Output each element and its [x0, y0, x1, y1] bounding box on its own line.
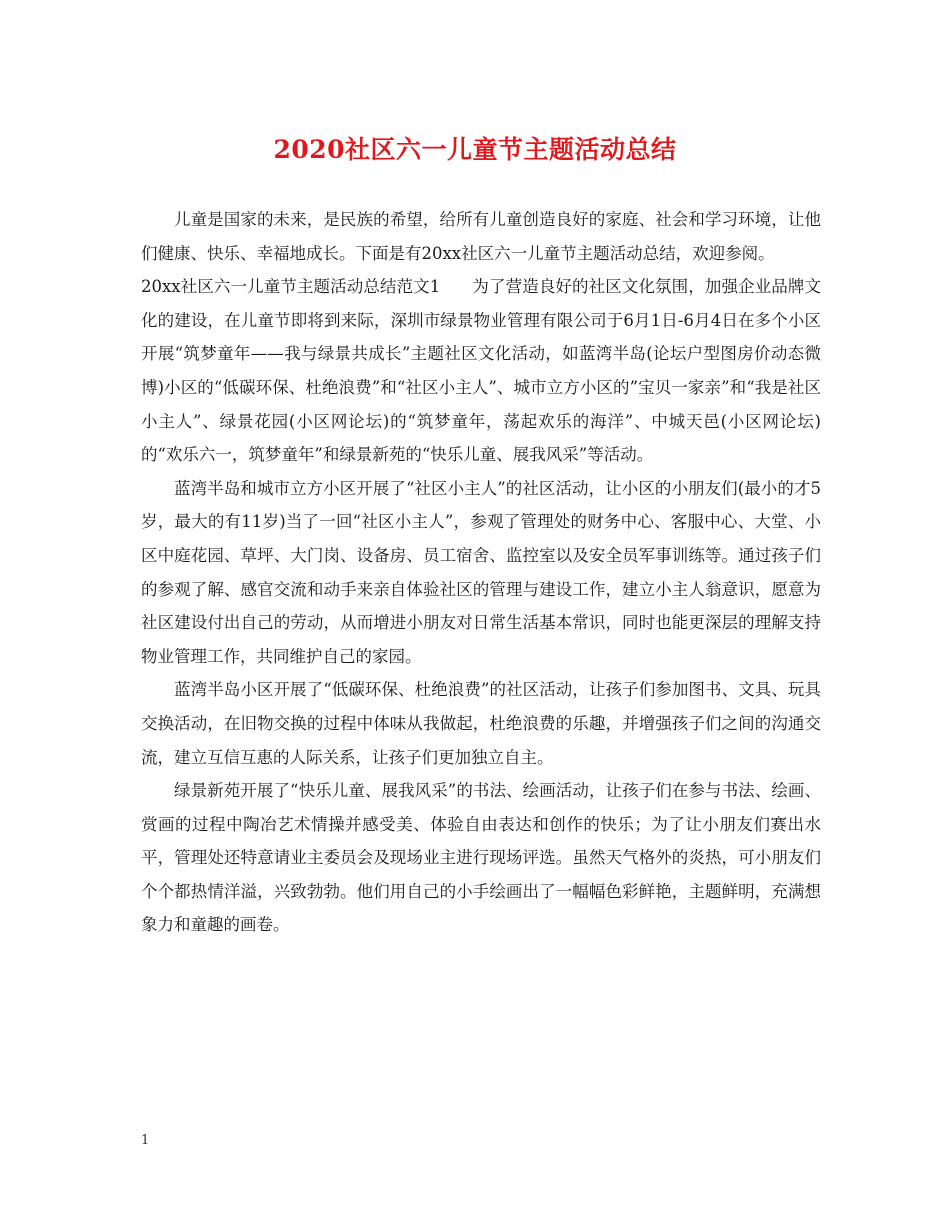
paragraph-3: 蓝湾半岛和城市立方小区开展了“社区小主人”的社区活动，让小区的小朋友们(最小的才5岁，最大的有11岁)当了一回“社区小主人”，参观了管理处的财务中心、客服中心、大堂、小区中庭花园、草坪、大门岗、设备房、员工宿舍、监控室以及安全员军事训练等。通过孩子们的参观了解、感官交流和动手来亲自体验社区的管理与建设工作，建立小主人翁意识，愿意为社区建设付出自己的劳动，从而增进小朋友对日常生活基本常识，同时也能更深层的理解支持物业管理工作，共同维护自己的家园。 [141, 478, 821, 666]
paragraph-5: 绿景新苑开展了“快乐儿童、展我风采”的书法、绘画活动，让孩子们在参与书法、绘画、赏画的过程中陶冶艺术情操并感受美、体验自由表达和创作的快乐；为了让小朋友们赛出水平，管理处还特意请业主委员会及现场业主进行现场评选。虽然天气格外的炎热，可小朋友们个个都热情洋溢，兴致勃勃。他们用自己的小手绘画出了一幅幅色彩鲜艳，主题鲜明，充满想象力和童趣的画卷。 [141, 781, 821, 935]
document-body [141, 203, 821, 942]
intro-paragraph: 儿童是国家的未来，是民族的希望，给所有儿童创造良好的家庭、社会和学习环境，让他们健康、快乐、幸福地成长。下面是有20xx社区六一儿童节主题活动总结，欢迎参阅。 [141, 210, 821, 263]
sample-text: 为了营造良好的社区文化氛围，加强企业品牌文化的建设，在儿童节即将到来际，深圳市绿景物业管理有限公司于6月1日-6月4日在多个小区开展“筑梦童年——我与绿景共成长”主题社区文化活动，如蓝湾半岛(论坛户型图房价动态微博)小区的“低碳环保、杜绝浪费”和“社区小主人”、城市立方小区的”宝贝一家亲”和“我是社区小主人”、绿景花园(小区网论坛)的“筑梦童年，荡起欢乐的海洋”、中城天邑(小区网论坛)的“欢乐六一，筑梦童年”和绿景新苑的“快乐儿童、展我风采”等活动。 [141, 277, 822, 465]
sample-paragraph [141, 270, 821, 472]
document-title: 2020社区六一儿童节主题活动总结 [273, 135, 677, 164]
sample-label: 20xx社区六一儿童节主题活动总结范文1 [141, 277, 441, 297]
page-number: 1 [141, 1133, 150, 1148]
paragraph-4: 蓝湾半岛小区开展了“低碳环保、杜绝浪费”的社区活动，让孩子们参加图书、文具、玩具交换活动，在旧物交换的过程中体味从我做起，杜绝浪费的乐趣，并增强孩子们之间的沟通交流，建立互信互惠的人际关系，让孩子们更加独立自主。 [141, 680, 821, 767]
